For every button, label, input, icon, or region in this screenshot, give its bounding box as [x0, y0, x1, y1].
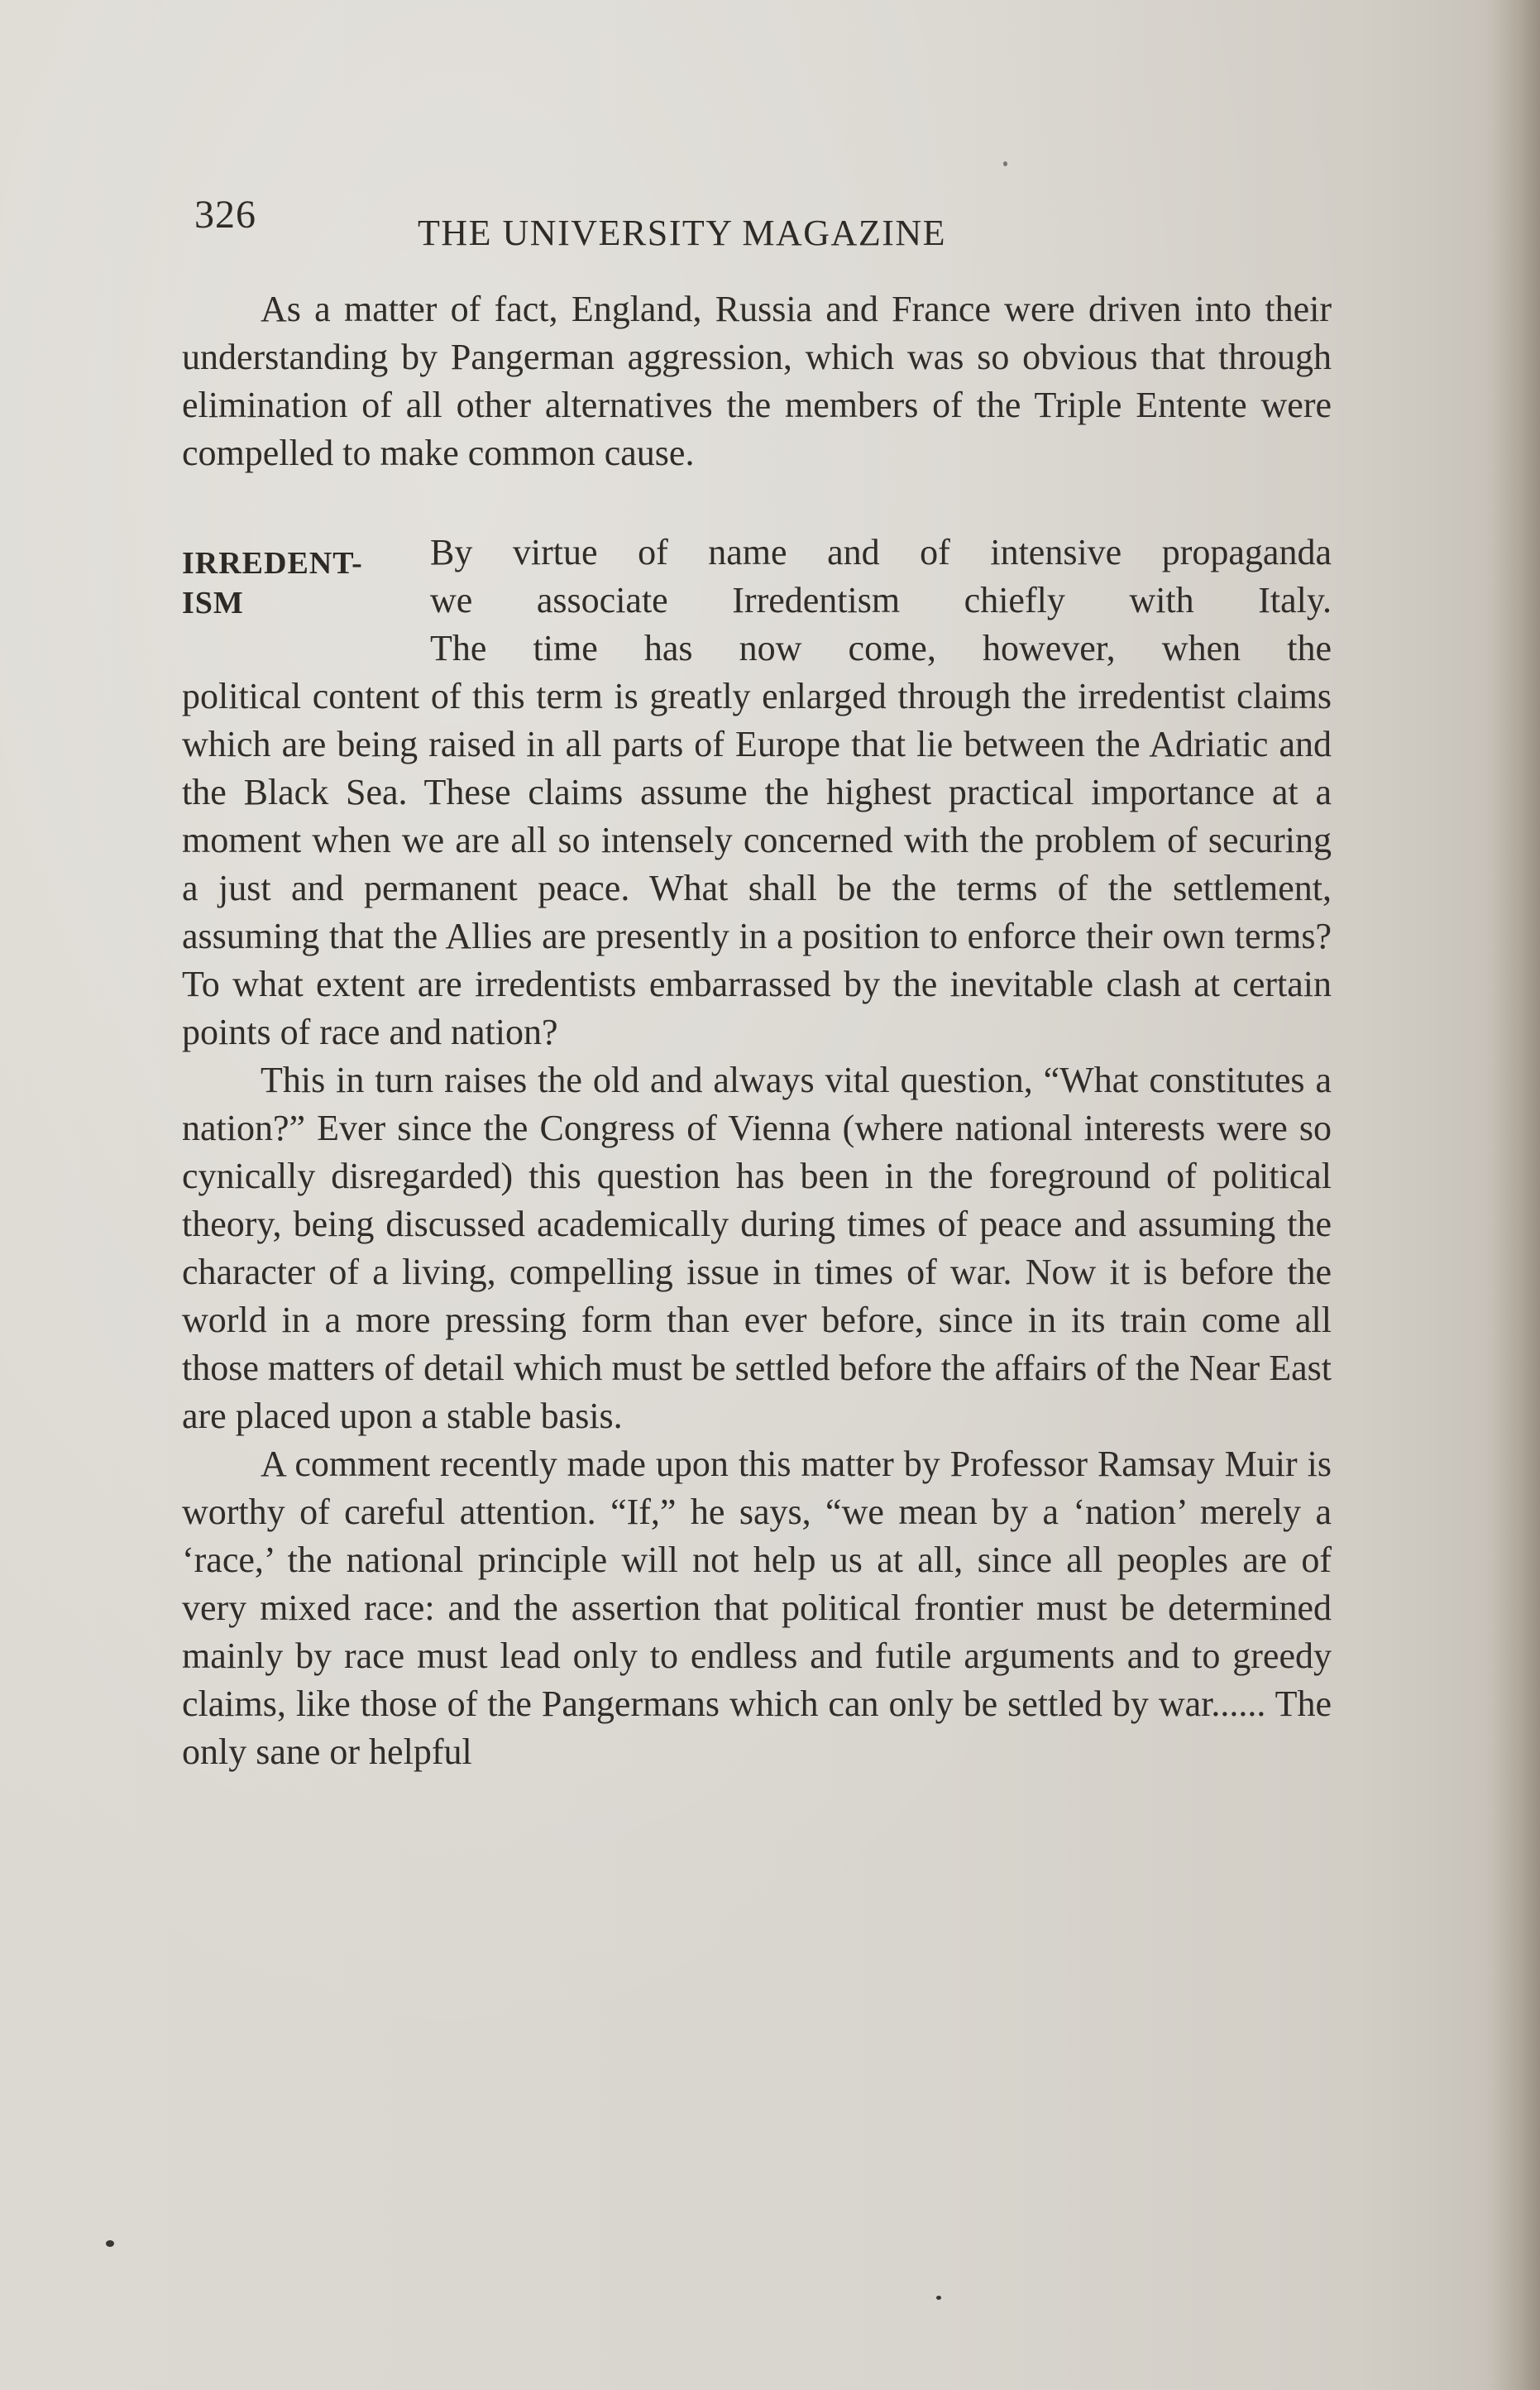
page-body: [182, 285, 1332, 1776]
page-number: 326: [194, 193, 256, 237]
paragraph-2-lead-line-3: The time has now come, however, when the: [430, 628, 1332, 668]
running-title: THE UNIVERSITY MAGAZINE: [418, 213, 947, 253]
side-heading-line-2: ISM: [182, 586, 244, 620]
paragraph-2-continuation: political content of this term is greatly enlarged through the irredentist claims which are being raised in all parts of Europe that lie between the Adriatic and the Black Sea. These claims assume the highest practical importance at a moment when we are all so intensely concerned with the problem of securing a just and permanent peace. What shall be the terms of the settlement, assuming that the Allies are presently in a position to enforce their own terms? To what extent are irredentists embarrassed by the inevitable clash at certain points of race and nation?: [182, 676, 1332, 1052]
paragraph-2-lead-line-2: we associate Irredentism chiefly with Italy.: [430, 580, 1332, 620]
print-speck: [1003, 161, 1007, 166]
paragraph-4: A comment recently made upon this matter by Professor Ramsay Muir is worthy of careful attention. “If,” he says, “we mean by a ‘nation’ merely a ‘race,’ the national principle will not help us at all, since all peoples are of very mixed race: and the assertion that political frontier must be determined mainly by race must lead only to endless and futile arguments and to greedy claims, like those of the Pangermans which can only be settled by war...... The only sane or helpful: [182, 1444, 1332, 1772]
paragraph-3: This in turn raises the old and always vital question, “What constitutes a nation?” Ever since the Congress of Vienna (where national interests were so cynically disregarded) this question has been in the foreground of political theory, being discussed academically during times of peace and assuming the character of a living, compelling issue in times of war. Now it is before the world in a more pressing form than ever before, since in its train come all those matters of detail which must be settled before the affairs of the Near East are placed upon a stable basis.: [182, 1060, 1332, 1436]
side-heading-line-1: IRREDENT-: [182, 546, 363, 581]
print-speck: [936, 2296, 941, 2300]
paragraph-1: As a matter of fact, England, Russia and France were driven into their understanding by Pangerman aggression, which was so obvious that through elimination of all other alternatives the members of the Triple Entente were compelled to make common cause.: [182, 289, 1332, 473]
paragraph-2-lead-line-1: By virtue of name and of intensive propaganda: [430, 532, 1332, 572]
irredentism-section: [182, 529, 1332, 1056]
page-header: [186, 192, 1344, 266]
side-heading: [182, 544, 397, 623]
page-edge-shadow: [1490, 0, 1540, 2390]
print-speck: [106, 2240, 114, 2247]
